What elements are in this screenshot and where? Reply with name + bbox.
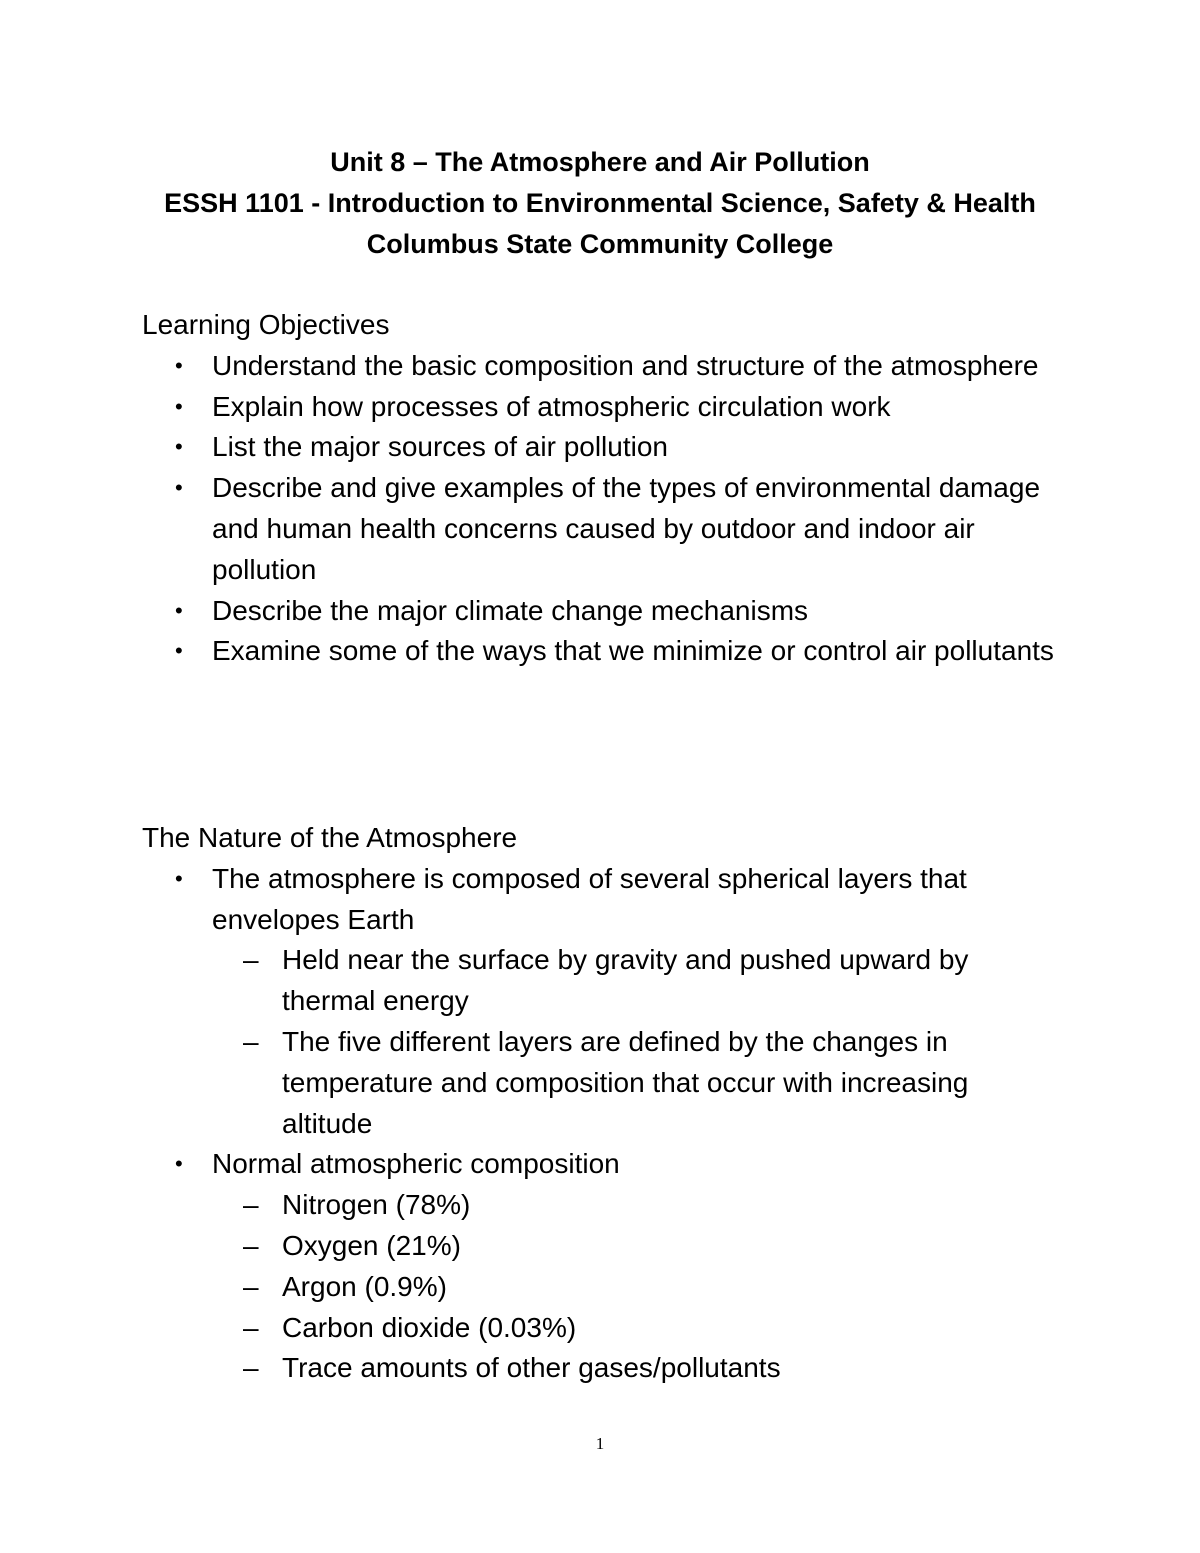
list-item-text: List the major sources of air pollution — [212, 431, 668, 463]
sub-list-item — [212, 1185, 1062, 1226]
list-item — [142, 591, 1062, 632]
bullet-icon: • — [175, 865, 183, 891]
list-item-text: Describe the major climate change mechanisms — [212, 594, 809, 626]
sub-list-item-text: Carbon dioxide (0.03%) — [282, 1311, 577, 1343]
list-item — [142, 346, 1062, 387]
sub-list-item — [212, 1022, 1062, 1144]
list-item — [142, 631, 1062, 672]
list-item-text: Normal atmospheric composition — [212, 1148, 620, 1180]
sub-list — [212, 940, 1062, 1144]
list-item — [142, 427, 1062, 468]
sub-list-item — [212, 1226, 1062, 1267]
bullet-icon: • — [175, 638, 183, 664]
bullet-icon: • — [175, 475, 183, 501]
course-title: ESSH 1101 - Introduction to Environmental Science, Safety & Health — [164, 188, 1036, 218]
list-item-text: Describe and give examples of the types of environmental damage and human health concerns caused by outdoor and indoor air pollution — [212, 472, 1041, 585]
document-header — [0, 142, 1200, 265]
list-item-text: Explain how processes of atmospheric circulation work — [212, 390, 891, 422]
list-item — [142, 468, 1062, 590]
dash-icon: – — [243, 1270, 259, 1302]
dash-icon: – — [243, 1025, 259, 1057]
unit-title: Unit 8 – The Atmosphere and Air Pollution — [330, 147, 870, 177]
bullet-icon: • — [175, 597, 183, 623]
atmosphere-nature-heading: The Nature of the Atmosphere — [142, 822, 518, 853]
learning-objectives-heading: Learning Objectives — [142, 309, 390, 340]
list-item — [142, 859, 1062, 1145]
list-item-text: Understand the basic composition and structure of the atmosphere — [212, 349, 1039, 381]
sub-list-item — [212, 1348, 1062, 1389]
dash-icon: – — [243, 1352, 259, 1384]
bullet-icon: • — [175, 1151, 183, 1177]
atmosphere-nature-list — [142, 859, 1062, 1389]
bullet-icon: • — [175, 434, 183, 460]
sub-list-item — [212, 1267, 1062, 1308]
sub-list-item-text: Held near the surface by gravity and pushed upward by thermal energy — [282, 944, 969, 1017]
atmosphere-nature-section — [142, 818, 1062, 1389]
bullet-icon: • — [175, 352, 183, 378]
learning-objectives-section — [142, 305, 1062, 672]
sub-list-item-text: Nitrogen (78%) — [282, 1189, 471, 1221]
list-item-text: The atmosphere is composed of several spherical layers that envelopes Earth — [212, 862, 967, 935]
sub-list — [212, 1185, 1062, 1389]
dash-icon: – — [243, 1229, 259, 1261]
page-number: 1 — [595, 1434, 605, 1453]
list-item — [142, 387, 1062, 428]
list-item-text: Examine some of the ways that we minimize or control air pollutants — [212, 635, 1054, 667]
sub-list-item-text: Trace amounts of other gases/pollutants — [282, 1352, 781, 1384]
dash-icon: – — [243, 1311, 259, 1343]
sub-list-item-text: Argon (0.9%) — [282, 1270, 447, 1302]
sub-list-item — [212, 940, 1062, 1022]
sub-list-item — [212, 1308, 1062, 1349]
sub-list-item-text: The five different layers are defined by the changes in temperature and composition that occur with increasing altitude — [282, 1025, 969, 1139]
sub-list-item-text: Oxygen (21%) — [282, 1229, 461, 1261]
learning-objectives-list — [142, 346, 1062, 672]
bullet-icon: • — [175, 393, 183, 419]
dash-icon: – — [243, 1189, 259, 1221]
list-item — [142, 1144, 1062, 1389]
dash-icon: – — [243, 944, 259, 976]
college-name: Columbus State Community College — [366, 229, 834, 259]
